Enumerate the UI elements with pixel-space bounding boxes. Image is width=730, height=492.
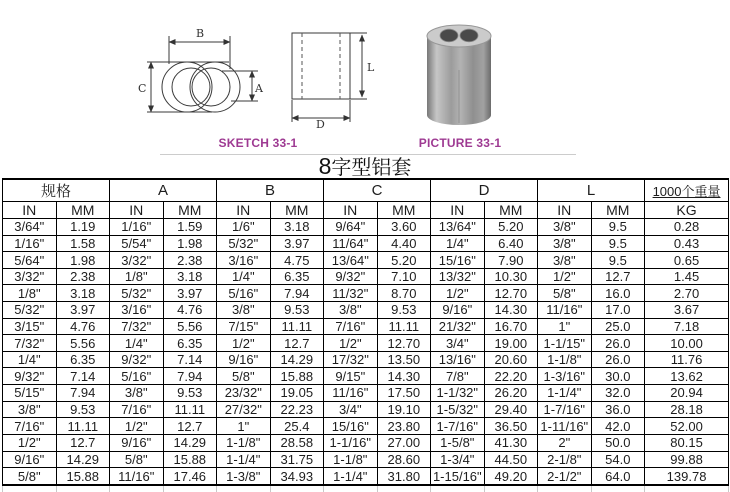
table-cell: 64.0	[591, 468, 645, 485]
table-cell: 7.94	[270, 285, 324, 302]
table-cell: 3.97	[163, 285, 217, 302]
table-cell: 9/32"	[110, 351, 164, 368]
table-cell: 14.30	[484, 302, 538, 319]
table-cell: 11/64"	[324, 235, 378, 252]
table-row	[3, 418, 729, 435]
table-cell: 139.78	[645, 468, 729, 485]
table-cell: 1-1/4"	[538, 385, 592, 402]
table-cell: 49.20	[484, 468, 538, 485]
table-cell: 10.30	[484, 268, 538, 285]
table-cell: 1/4"	[110, 335, 164, 352]
table-cell: 1/4"	[3, 351, 57, 368]
column-subheader: IN	[217, 202, 271, 219]
table-cell: 3/8"	[110, 385, 164, 402]
table-cell: 13/64"	[324, 252, 378, 269]
table-row	[3, 468, 729, 485]
dim-label-a: A	[255, 82, 263, 95]
table-cell: 8.70	[377, 285, 431, 302]
table-cell: 20.94	[645, 385, 729, 402]
table-cell: 1/2"	[110, 418, 164, 435]
table-cell: 11.11	[270, 318, 324, 335]
table-row	[3, 318, 729, 335]
table-cell: 2.38	[56, 268, 110, 285]
table-cell: 32.0	[591, 385, 645, 402]
table-cell: 1-3/4"	[431, 451, 485, 468]
table-cell: 1.59	[163, 219, 217, 236]
table-cell: 13.62	[645, 368, 729, 385]
table-cell: 26.0	[591, 335, 645, 352]
column-group-header: 规格	[3, 179, 110, 202]
table-cell: 17.50	[377, 385, 431, 402]
spec-table-header	[3, 179, 729, 219]
table-cell: 1-1/4"	[217, 451, 271, 468]
table-cell: 9.5	[591, 235, 645, 252]
table-cell: 80.15	[645, 434, 729, 451]
table-cell: 1/8"	[3, 285, 57, 302]
table-cell: 2-1/8"	[538, 451, 592, 468]
table-cell: 12.70	[377, 335, 431, 352]
table-cell: 26.20	[484, 385, 538, 402]
table-cell: 11.76	[645, 351, 729, 368]
table-cell: 7.14	[56, 368, 110, 385]
table-cell: 1/2"	[431, 285, 485, 302]
page-title: 8字型铝套	[318, 153, 412, 179]
table-cell: 3/64"	[3, 219, 57, 236]
column-subheader: IN	[538, 202, 592, 219]
table-cell: 12.7	[163, 418, 217, 435]
table-cell: 3/8"	[538, 252, 592, 269]
table-cell: 12.7	[270, 335, 324, 352]
column-subheader: IN	[431, 202, 485, 219]
table-cell: 1-15/16"	[431, 468, 485, 485]
table-cell: 54.0	[591, 451, 645, 468]
table-cell: 1/2"	[3, 434, 57, 451]
table-cell: 4.76	[56, 318, 110, 335]
table-cell: 3/4"	[431, 335, 485, 352]
table-cell: 14.29	[163, 434, 217, 451]
gridline-stub	[323, 486, 324, 492]
gridline-stub	[591, 486, 592, 492]
table-cell: 27.00	[377, 434, 431, 451]
table-cell: 5/32"	[3, 302, 57, 319]
gridline-stub	[56, 486, 57, 492]
table-cell: 15/16"	[324, 418, 378, 435]
table-cell: 1-3/16"	[538, 368, 592, 385]
table-cell: 7.90	[484, 252, 538, 269]
table-cell: 31.80	[377, 468, 431, 485]
table-row	[3, 351, 729, 368]
table-cell: 3/8"	[3, 401, 57, 418]
table-cell: 19.10	[377, 401, 431, 418]
sleeve-bore-left	[440, 29, 458, 42]
table-cell: 12.7	[56, 434, 110, 451]
column-group-header: L	[538, 179, 645, 202]
column-subheader: MM	[163, 202, 217, 219]
table-cell: 1.45	[645, 268, 729, 285]
table-cell: 13/64"	[431, 219, 485, 236]
table-cell: 7.94	[163, 368, 217, 385]
table-cell: 23.80	[377, 418, 431, 435]
table-cell: 2"	[538, 434, 592, 451]
table-cell: 30.0	[591, 368, 645, 385]
table-cell: 44.50	[484, 451, 538, 468]
spec-table-body	[3, 219, 729, 486]
table-cell: 1"	[538, 318, 592, 335]
table-cell: 5/54"	[110, 235, 164, 252]
spec-table	[2, 178, 729, 486]
table-cell: 1/6"	[217, 219, 271, 236]
table-cell: 36.0	[591, 401, 645, 418]
table-cell: 27/32"	[217, 401, 271, 418]
table-cell: 2-1/2"	[538, 468, 592, 485]
table-cell: 1-3/8"	[217, 468, 271, 485]
table-cell: 9.5	[591, 219, 645, 236]
table-cell: 5/8"	[3, 468, 57, 485]
product-photo	[424, 18, 496, 130]
table-cell: 3/8"	[324, 302, 378, 319]
table-cell: 4.40	[377, 235, 431, 252]
dim-label-l: L	[367, 61, 375, 74]
table-cell: 21/32"	[431, 318, 485, 335]
sideview-outline	[292, 33, 350, 99]
sleeve-bore-right	[460, 29, 478, 42]
dim-label-c: C	[138, 82, 147, 95]
table-cell: 7/15"	[217, 318, 271, 335]
table-cell: 1.98	[56, 252, 110, 269]
table-cell: 11/16"	[110, 468, 164, 485]
table-cell: 28.60	[377, 451, 431, 468]
table-cell: 13.50	[377, 351, 431, 368]
picture-caption: PICTURE 33-1	[418, 136, 502, 150]
table-cell: 5/16"	[217, 285, 271, 302]
table-cell: 1-11/16"	[538, 418, 592, 435]
table-cell: 9/15"	[324, 368, 378, 385]
table-cell: 17/32"	[324, 351, 378, 368]
table-cell: 7/16"	[324, 318, 378, 335]
table-row	[3, 368, 729, 385]
column-group-header: A	[110, 179, 217, 202]
table-cell: 3/8"	[538, 219, 592, 236]
gridline-stub	[109, 486, 110, 492]
table-cell: 5/64"	[3, 252, 57, 269]
table-cell: 1-1/16"	[324, 434, 378, 451]
table-cell: 5/8"	[217, 368, 271, 385]
table-cell: 15.88	[56, 468, 110, 485]
column-subheader: MM	[591, 202, 645, 219]
table-cell: 9.53	[56, 401, 110, 418]
table-cell: 19.00	[484, 335, 538, 352]
table-cell: 20.60	[484, 351, 538, 368]
table-row	[3, 385, 729, 402]
table-cell: 1/4"	[217, 268, 271, 285]
table-cell: 5.20	[377, 252, 431, 269]
table-cell: 7/16"	[3, 418, 57, 435]
gridline-stub	[377, 486, 378, 492]
table-cell: 31.75	[270, 451, 324, 468]
table-cell: 9/16"	[217, 351, 271, 368]
table-cell: 9.53	[163, 385, 217, 402]
table-cell: 7/32"	[3, 335, 57, 352]
table-cell: 3/8"	[217, 302, 271, 319]
table-cell: 14.30	[377, 368, 431, 385]
dim-label-b: B	[196, 27, 205, 40]
table-cell: 13/32"	[431, 268, 485, 285]
table-cell: 7/16"	[110, 401, 164, 418]
table-cell: 25.0	[591, 318, 645, 335]
table-row	[3, 302, 729, 319]
table-row	[3, 451, 729, 468]
table-cell: 9.53	[377, 302, 431, 319]
table-cell: 3/16"	[217, 252, 271, 269]
table-row	[3, 285, 729, 302]
table-cell: 5/32"	[110, 285, 164, 302]
gridline-stub	[644, 486, 645, 492]
gridline-stub	[270, 486, 271, 492]
table-cell: 50.0	[591, 434, 645, 451]
table-cell: 6.35	[163, 335, 217, 352]
table-row	[3, 401, 729, 418]
column-subheader: IN	[324, 202, 378, 219]
column-subheader: MM	[377, 202, 431, 219]
table-cell: 1-7/16"	[538, 401, 592, 418]
table-cell: 5/15"	[3, 385, 57, 402]
sketch-caption: SKETCH 33-1	[218, 136, 298, 150]
column-subheader: IN	[3, 202, 57, 219]
column-subheader: MM	[484, 202, 538, 219]
table-cell: 17.0	[591, 302, 645, 319]
column-group-header: 1000个重量	[645, 179, 729, 202]
gridline-stub	[728, 486, 729, 492]
table-cell: 1/2"	[217, 335, 271, 352]
column-group-header: B	[217, 179, 324, 202]
table-cell: 11/16"	[324, 385, 378, 402]
table-cell: 14.29	[270, 351, 324, 368]
table-cell: 16.70	[484, 318, 538, 335]
column-group-header: D	[431, 179, 538, 202]
table-cell: 3.97	[56, 302, 110, 319]
table-cell: 41.30	[484, 434, 538, 451]
table-cell: 1/16"	[110, 219, 164, 236]
table-cell: 1-5/8"	[431, 434, 485, 451]
table-cell: 28.18	[645, 401, 729, 418]
sleeve-top-face	[427, 25, 491, 47]
table-cell: 7.18	[645, 318, 729, 335]
sketch-diagram	[90, 15, 380, 130]
gridline-stub	[430, 486, 431, 492]
table-cell: 42.0	[591, 418, 645, 435]
table-cell: 5/8"	[110, 451, 164, 468]
table-cell: 9/32"	[324, 268, 378, 285]
table-cell: 10.00	[645, 335, 729, 352]
dim-label-d: D	[316, 118, 325, 130]
table-cell: 3.67	[645, 302, 729, 319]
column-subheader: KG	[645, 202, 729, 219]
table-cell: 6.35	[56, 351, 110, 368]
table-cell: 3/4"	[324, 401, 378, 418]
gridline-stub	[2, 486, 3, 492]
table-cell: 4.76	[163, 302, 217, 319]
table-cell: 5.56	[163, 318, 217, 335]
table-cell: 2.70	[645, 285, 729, 302]
table-cell: 3/32"	[3, 268, 57, 285]
table-cell: 26.0	[591, 351, 645, 368]
table-cell: 1-5/32"	[431, 401, 485, 418]
table-cell: 52.00	[645, 418, 729, 435]
table-cell: 3.18	[163, 268, 217, 285]
group-header-row	[3, 179, 729, 202]
table-cell: 3.18	[270, 219, 324, 236]
gridline-stub	[484, 486, 485, 492]
table-cell: 34.93	[270, 468, 324, 485]
gridline-stub	[216, 486, 217, 492]
table-cell: 1.58	[56, 235, 110, 252]
table-cell: 1-1/8"	[217, 434, 271, 451]
table-cell: 5.56	[56, 335, 110, 352]
table-cell: 0.65	[645, 252, 729, 269]
table-cell: 12.70	[484, 285, 538, 302]
table-cell: 1/16"	[3, 235, 57, 252]
table-cell: 0.43	[645, 235, 729, 252]
column-subheader: IN	[110, 202, 164, 219]
table-cell: 7.94	[56, 385, 110, 402]
table-cell: 13/16"	[431, 351, 485, 368]
table-cell: 6.35	[270, 268, 324, 285]
column-subheader: MM	[56, 202, 110, 219]
table-cell: 0.28	[645, 219, 729, 236]
table-cell: 16.0	[591, 285, 645, 302]
table-cell: 12.7	[591, 268, 645, 285]
table-cell: 3/16"	[110, 302, 164, 319]
table-cell: 6.40	[484, 235, 538, 252]
table-cell: 1-1/4"	[324, 468, 378, 485]
table-cell: 3/15"	[3, 318, 57, 335]
table-cell: 22.20	[484, 368, 538, 385]
table-cell: 1.98	[163, 235, 217, 252]
table-cell: 1/2"	[538, 268, 592, 285]
table-cell: 11.11	[377, 318, 431, 335]
table-row	[3, 219, 729, 236]
table-cell: 7/32"	[110, 318, 164, 335]
table-cell: 4.75	[270, 252, 324, 269]
table-cell: 15/16"	[431, 252, 485, 269]
table-cell: 9/64"	[324, 219, 378, 236]
table-cell: 1-1/15"	[538, 335, 592, 352]
table-cell: 11.11	[56, 418, 110, 435]
figure8-outline	[162, 62, 240, 112]
table-cell: 28.58	[270, 434, 324, 451]
table-cell: 9.5	[591, 252, 645, 269]
table-cell: 1-1/32"	[431, 385, 485, 402]
column-group-header: C	[324, 179, 431, 202]
table-cell: 7/8"	[431, 368, 485, 385]
table-cell: 22.23	[270, 401, 324, 418]
table-cell: 11/32"	[324, 285, 378, 302]
table-cell: 9/16"	[110, 434, 164, 451]
table-row	[3, 235, 729, 252]
table-cell: 1"	[217, 418, 271, 435]
table-row	[3, 335, 729, 352]
table-cell: 25.4	[270, 418, 324, 435]
table-cell: 23/32"	[217, 385, 271, 402]
table-cell: 1.19	[56, 219, 110, 236]
table-cell: 5/8"	[538, 285, 592, 302]
table-cell: 99.88	[645, 451, 729, 468]
table-cell: 9.53	[270, 302, 324, 319]
table-cell: 15.88	[270, 368, 324, 385]
table-cell: 11/16"	[538, 302, 592, 319]
table-cell: 11.11	[163, 401, 217, 418]
table-cell: 3.60	[377, 219, 431, 236]
table-row	[3, 434, 729, 451]
table-cell: 3.97	[270, 235, 324, 252]
table-cell: 9/16"	[431, 302, 485, 319]
table-cell: 1-7/16"	[431, 418, 485, 435]
gridline-stub	[163, 486, 164, 492]
table-cell: 14.29	[56, 451, 110, 468]
table-cell: 3/8"	[538, 235, 592, 252]
table-cell: 17.46	[163, 468, 217, 485]
table-cell: 1-1/8"	[538, 351, 592, 368]
table-row	[3, 268, 729, 285]
subheader-row	[3, 202, 729, 219]
column-subheader: MM	[270, 202, 324, 219]
table-cell: 15.88	[163, 451, 217, 468]
table-cell: 3/32"	[110, 252, 164, 269]
table-row	[3, 252, 729, 269]
table-cell: 36.50	[484, 418, 538, 435]
table-cell: 3.18	[56, 285, 110, 302]
table-cell: 5/16"	[110, 368, 164, 385]
table-cell: 7.10	[377, 268, 431, 285]
table-cell: 2.38	[163, 252, 217, 269]
table-cell: 5/32"	[217, 235, 271, 252]
table-cell: 29.40	[484, 401, 538, 418]
table-cell: 19.05	[270, 385, 324, 402]
table-cell: 9/32"	[3, 368, 57, 385]
table-cell: 1/2"	[324, 335, 378, 352]
table-cell: 1/4"	[431, 235, 485, 252]
table-cell: 1/8"	[110, 268, 164, 285]
table-cell: 5.20	[484, 219, 538, 236]
table-cell: 1-1/8"	[324, 451, 378, 468]
table-cell: 9/16"	[3, 451, 57, 468]
gridline-stub	[537, 486, 538, 492]
table-cell: 7.14	[163, 351, 217, 368]
